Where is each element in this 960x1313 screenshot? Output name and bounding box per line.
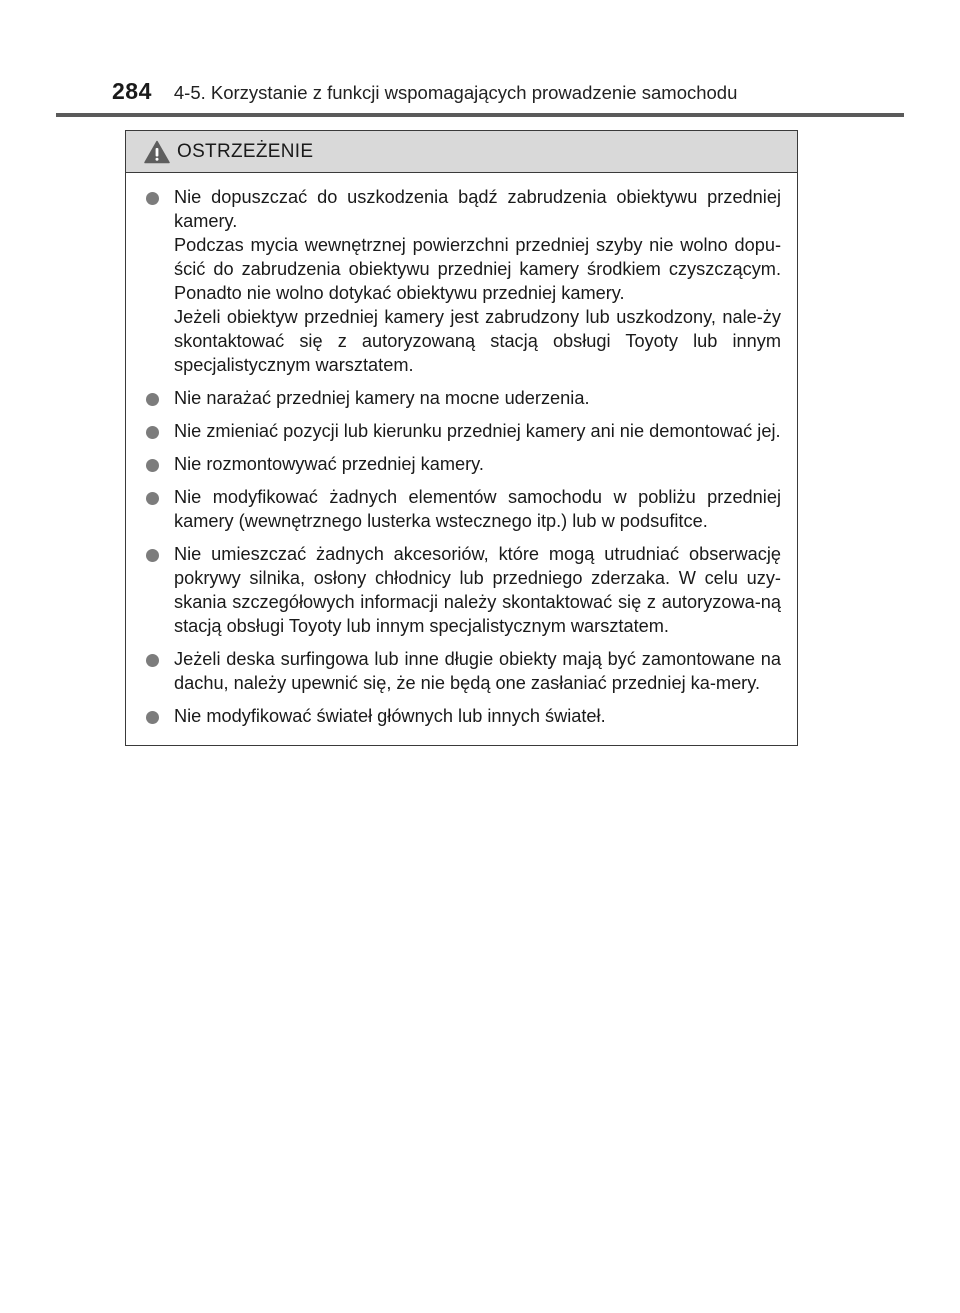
warning-item-body: [174, 419, 781, 443]
bullet-icon: [146, 192, 159, 205]
warning-item: [146, 542, 781, 638]
warning-item-body: [174, 386, 781, 410]
warning-paragraph: Nie zmieniać pozycji lub kierunku przedniej kamery ani nie demontować jej.: [174, 421, 781, 441]
warning-item-body: [174, 185, 781, 377]
warning-title: OSTRZEŻENIE: [177, 140, 314, 162]
warning-paragraph: Podczas mycia wewnętrznej powierzchni przedniej szyby nie wolno dopu-ścić do zabrudzenia obiektywu przedniej kamery środkiem czyszczącym. Ponadto nie wolno dotykać obiektywu przedniej kamery.: [174, 235, 781, 303]
warning-item: [146, 485, 781, 533]
warning-paragraph: Jeżeli deska surfingowa lub inne długie obiekty mają być zamontowane na dachu, należy upewnić się, że nie będą one zasłaniać przedniej ka-mery.: [174, 649, 781, 693]
warning-paragraph: Nie umieszczać żadnych akcesoriów, które mogą utrudniać obserwację pokrywy silnika, osłony chłodnicy lub przedniego zderzaka. W celu uzy-skania szczegółowych informacji należy skontaktować się z autoryzowa-ną stacją obsługi Toyoty lub innym specjalistycznym warsztatem.: [174, 544, 781, 636]
bullet-icon: [146, 654, 159, 667]
warning-paragraph: Nie narażać przedniej kamery na mocne uderzenia.: [174, 388, 590, 408]
warning-header: [126, 131, 797, 173]
warning-item-body: [174, 452, 781, 476]
warning-item: [146, 185, 781, 377]
warning-item-body: [174, 704, 781, 728]
warning-paragraph: Nie dopuszczać do uszkodzenia bądź zabrudzenia obiektywu przedniej kamery.: [174, 187, 781, 231]
warning-list: [126, 173, 797, 728]
warning-paragraph: Nie modyfikować świateł głównych lub innych świateł.: [174, 706, 606, 726]
warning-paragraph: Jeżeli obiektyw przedniej kamery jest zabrudzony lub uszkodzony, nale-ży skontaktować się z autoryzowaną stacją obsługi Toyoty lub innym specjalistycznym warsztatem.: [174, 307, 781, 375]
warning-triangle-icon: [144, 140, 170, 164]
bullet-icon: [146, 393, 159, 406]
warning-item-body: [174, 647, 781, 695]
page-number: 284: [112, 78, 152, 104]
warning-paragraph: Nie modyfikować żadnych elementów samochodu w pobliżu przedniej kamery (wewnętrznego lusterka wstecznego itp.) lub w podsufitce.: [174, 487, 781, 531]
bullet-icon: [146, 549, 159, 562]
warning-item: [146, 386, 781, 410]
warning-item-body: [174, 485, 781, 533]
warning-item: [146, 452, 781, 476]
warning-item: [146, 704, 781, 728]
bullet-icon: [146, 426, 159, 439]
warning-item-body: [174, 542, 781, 638]
warning-paragraph: Nie rozmontowywać przedniej kamery.: [174, 454, 484, 474]
page-header: [112, 78, 737, 105]
bullet-icon: [146, 711, 159, 724]
section-title: 4-5. Korzystanie z funkcji wspomagających prowadzenie samochodu: [173, 82, 738, 103]
bullet-icon: [146, 492, 159, 505]
warning-item: [146, 647, 781, 695]
bullet-icon: [146, 459, 159, 472]
warning-item: [146, 419, 781, 443]
warning-box: [125, 130, 798, 746]
header-rule: [56, 113, 904, 117]
